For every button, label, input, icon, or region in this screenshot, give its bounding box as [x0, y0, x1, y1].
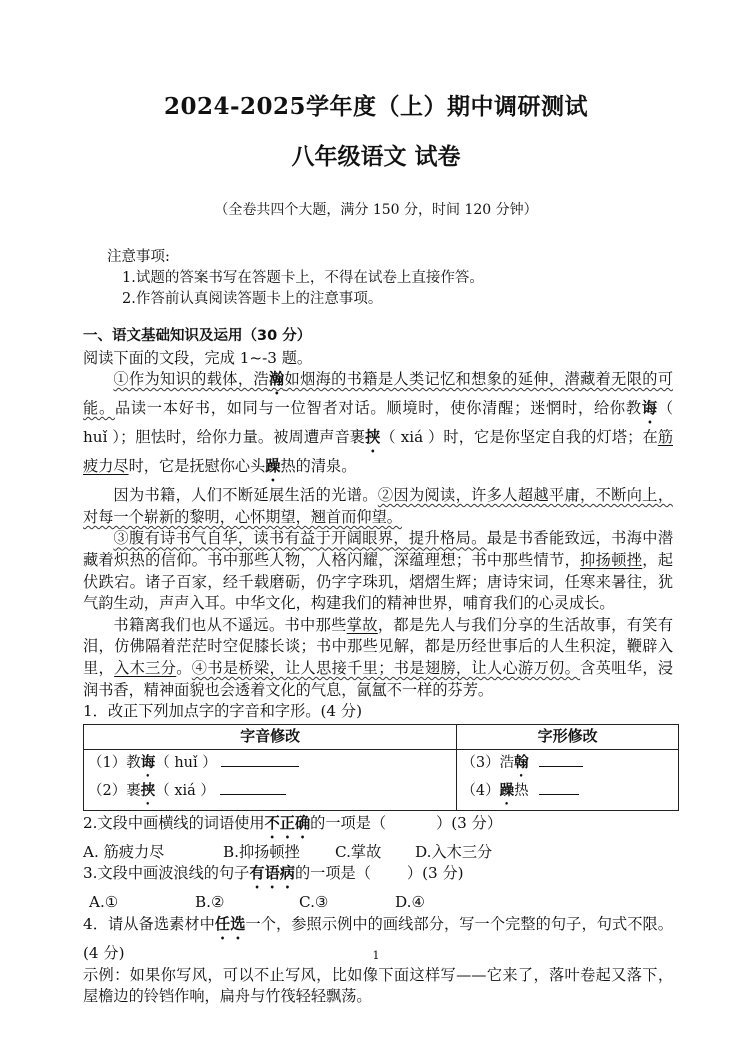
passage-paragraph-2: 因为书籍，人们不断延展生活的光谱。②因为阅读，许多人超越平庸，不断向上，对每一个崭新的黎明，心怀期望，翘首而仰望。 [83, 486, 674, 526]
option[interactable]: A. 筋疲力尽 [83, 842, 165, 861]
pronunciation-cell: （1）教诲（ huǐ ） （2）裹挟（ xiá ） [84, 749, 457, 810]
passage-paragraph-4: 书籍离我们也从不遥远。书中那些掌故，都是先人与我们分享的生活故事，有笑有泪，仿佛隔着茫茫时空促膝长谈；书中那些见解，都是历经世事后的人生积淀，鞭辟入里，入木三分。④书是桥梁，让人思接千里；书是翅膀，让人心游万仞。含英咀华，浸润书香，精神面貌也会透着文化的气息，氤氲不一样的芬芳。 [83, 615, 674, 699]
option[interactable]: B.② [195, 893, 225, 912]
wavy-sentence-3: ③腹有诗书气自华，读书有益于开阔眼界，提升格局。 [113, 529, 487, 548]
wavy-sentence-1: ①作为知识的载体，浩瀚如烟海的书籍是人类记忆和想象的延伸，潜藏着无限的可能。 [83, 370, 674, 418]
note-item: 2.作答前认真阅读答题卡上的注意事项。 [122, 291, 383, 307]
table-header: 字音修改 [84, 724, 457, 749]
option[interactable]: A.① [89, 893, 119, 912]
answer-blank[interactable] [220, 780, 286, 795]
option[interactable]: D.入木三分 [415, 842, 493, 861]
option[interactable]: B.抑扬顿挫 [223, 842, 300, 861]
underlined-word: 抑扬顿挫 [580, 550, 643, 569]
main-content [83, 326, 673, 1008]
wavy-sentence-4: ④书是桥梁，让人思接千里；书是翅膀，让人心游万仞。 [191, 658, 581, 677]
character-cell: （3）浩翰 （4）躁热 [457, 749, 679, 810]
passage-paragraph-3: ③腹有诗书气自华，读书有益于开阔眼界，提升格局。最是书香能致远，书海中潜藏着炽热的信仰。书中那些人物，人格闪耀，深蕴理想；书中那些情节，抑扬顿挫，起伏跌宕。诸子百家，经千载磨砺，仍字字珠玑，熠熠生辉；唐诗宋词，任寒来暑往，犹气韵生动，声声入耳。中华文化，构建我们的精神世界，哺育我们的心灵成长。 [83, 529, 674, 613]
table-header: 字形修改 [457, 724, 679, 749]
dotted-char: 翰 [514, 753, 529, 771]
dotted-char: 挟 [365, 428, 381, 447]
notes-heading: 注意事项: [107, 249, 170, 265]
answer-blank[interactable] [539, 780, 579, 795]
underlined-word: 筋疲力尽 [83, 428, 673, 476]
exam-info: （全卷共四个大题，满分 150 分，时间 120 分钟） [214, 202, 538, 218]
option[interactable]: D.④ [395, 893, 426, 912]
exam-title: 2024-2025学年度（上）期中调研测试 [163, 93, 589, 120]
question-1-table [83, 724, 679, 811]
option[interactable]: C.③ [299, 893, 329, 912]
page-number: 1 [372, 949, 380, 962]
question-1-stem: 1．改正下列加点字的字音和字形。(4 分) [83, 702, 363, 721]
dotted-char: 躁 [499, 781, 515, 799]
question-2-options [83, 842, 673, 864]
exam-subtitle: 八年级语文 试卷 [291, 143, 461, 170]
note-item: 1.试题的答案书写在答题卡上，不得在试卷上直接作答。 [122, 270, 484, 286]
notes-block [107, 247, 484, 310]
dotted-char: 躁 [265, 457, 281, 476]
answer-blank[interactable] [539, 752, 583, 767]
question-2-stem: 2.文段中画横线的词语使用不正确的一项是（ ）(3 分） [83, 813, 503, 832]
question-3-options [83, 892, 673, 914]
underlined-word: 入木三分 [114, 658, 177, 677]
option[interactable]: C.掌故 [335, 842, 382, 861]
dotted-char: 瀚 [268, 370, 285, 389]
dotted-char: 诲 [641, 399, 658, 418]
question-4-example: 示例：如果你写风，可以不止写风，比如像下面这样写——它来了，落叶卷起又落下，屋檐边的铃铛作响，扁舟与竹筏轻轻飘荡。 [83, 965, 673, 1006]
underlined-word: 掌故 [346, 615, 378, 634]
question-3-stem: 3.文段中画波浪线的句子有语病的一项是（ ）(3 分) [83, 864, 464, 883]
dotted-char: 诲 [140, 753, 156, 771]
passage-paragraph-1: ①作为知识的载体，浩瀚如烟海的书籍是人类记忆和想象的延伸，潜藏着无限的可能。品读一本好书，如同与一位智者对话。顺境时，使你清醒；迷惘时，给你教诲（ huǐ ）；胆怯时，给你力量。被周遭声音裹挟（ xiá ）时，它是你坚定自我的灯塔；在筋疲力尽时，它是抚慰你心头躁热的清泉。 [83, 370, 674, 476]
dotted-char: 挟 [140, 781, 156, 799]
section-intro: 阅读下面的文段，完成 1~-3 题。 [83, 348, 313, 367]
answer-blank[interactable] [221, 752, 299, 767]
section-heading: 一、语文基础知识及运用（30 分） [83, 328, 312, 344]
question-4-stem: 4．请从备选素材中任选一个，参照示例中的画线部分，写一个完整的句子，句式不限。(4 分) [83, 914, 673, 962]
wavy-sentence-2: ②因为阅读，许多人超越平庸，不断向上，对每一个崭新的黎明，心怀期望，翘首而仰望。 [83, 486, 674, 526]
